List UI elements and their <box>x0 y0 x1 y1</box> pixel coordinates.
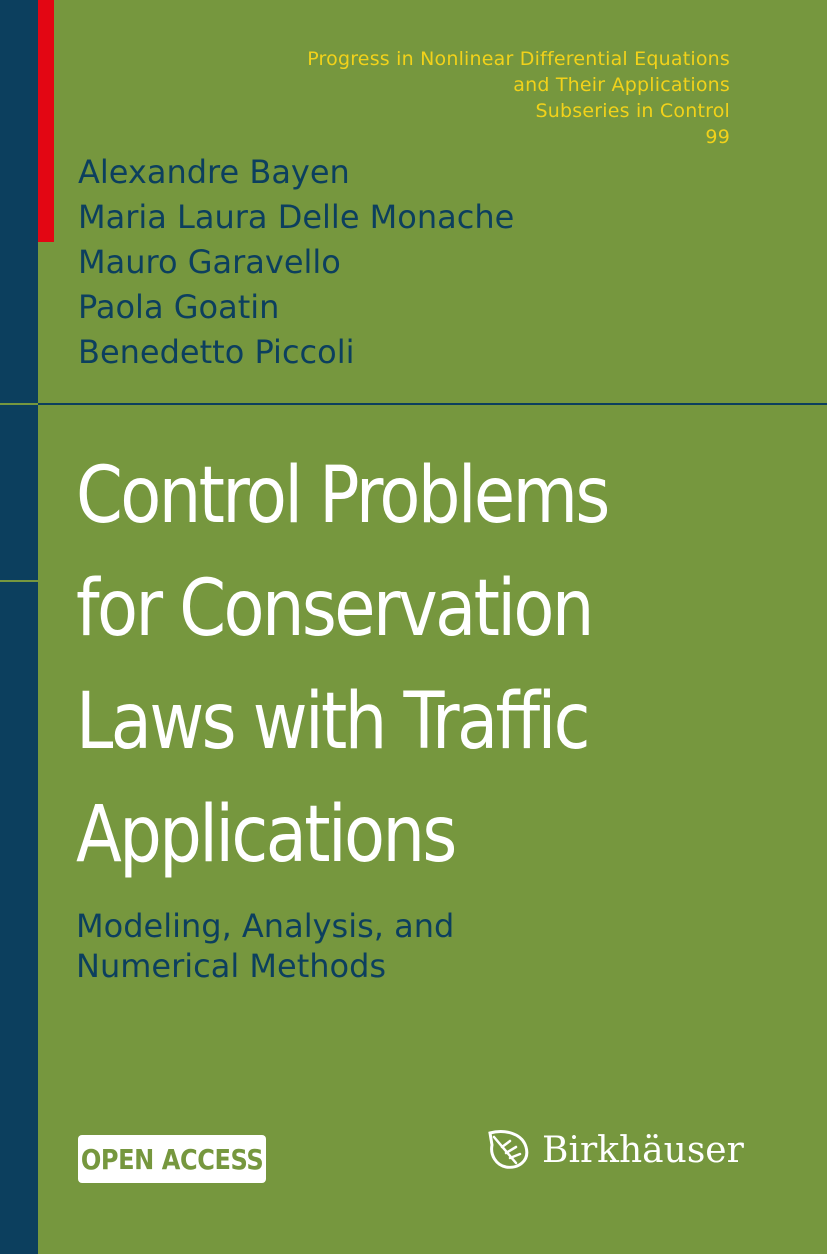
author-name: Benedetto Piccoli <box>78 333 355 371</box>
series-volume: 99 <box>705 126 730 148</box>
series-line: and Their Applications <box>513 74 730 96</box>
spine-stripe <box>0 0 38 1254</box>
leaf-icon <box>486 1127 532 1173</box>
book-subtitle <box>76 906 454 986</box>
series-line: Progress in Nonlinear Differential Equations <box>307 48 730 70</box>
author-list <box>78 150 514 375</box>
publisher-name: Birkhäuser <box>542 1129 744 1171</box>
red-accent-bar <box>38 0 54 242</box>
subtitle-line: Numerical Methods <box>76 947 387 985</box>
subtitle-line: Modeling, Analysis, and <box>76 907 455 945</box>
book-title <box>76 440 816 892</box>
author-name: Mauro Garavello <box>78 243 341 281</box>
author-name: Paola Goatin <box>78 288 280 326</box>
author-name: Alexandre Bayen <box>78 153 350 191</box>
series-line: Subseries in Control <box>535 100 730 122</box>
title-line: for Conservation <box>76 564 592 654</box>
open-access-badge <box>78 1135 266 1183</box>
author-name: Maria Laura Delle Monache <box>78 198 515 236</box>
title-line: Control Problems <box>76 451 608 541</box>
title-line: Laws with Traffic <box>76 677 588 767</box>
series-info <box>307 46 730 150</box>
divider-rule <box>38 403 827 405</box>
publisher-logo <box>486 1124 744 1176</box>
spine-rule <box>0 580 38 582</box>
open-access-label: OPEN ACCESS <box>80 1142 264 1176</box>
title-line: Applications <box>76 790 455 880</box>
spine-rule <box>0 403 38 405</box>
